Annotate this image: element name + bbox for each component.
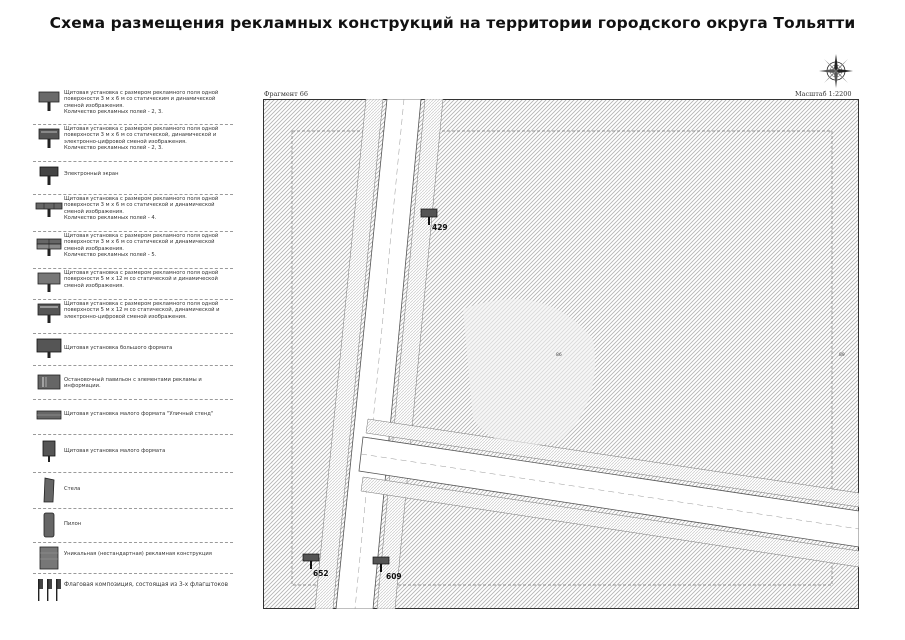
billboard-5-fields-icon — [35, 233, 63, 263]
fragment-label: Фрагмент 66 — [264, 90, 309, 98]
legend-item — [33, 268, 233, 300]
scale-label: Масштаб 1:2200 — [795, 90, 852, 98]
legend-text: Флаговая композиция, состоящая из 3-х флагштоков — [64, 582, 229, 588]
billboard-3x6-digital-icon — [35, 126, 63, 156]
billboard-4-fields-icon — [35, 196, 63, 226]
legend-text: Щитовая установка малого формата — [64, 448, 166, 454]
legend-item — [33, 508, 233, 543]
pylon-icon — [35, 510, 63, 540]
legend-text: Остановочный павильон с элементами рекламы и информации. — [64, 377, 202, 390]
edge-number-label: 89 — [839, 353, 845, 358]
legend-item — [33, 365, 233, 400]
stele-icon — [35, 474, 63, 504]
legend-item — [33, 434, 233, 473]
billboard-5x12-digital-icon — [35, 301, 63, 331]
page-title: Схема размещения рекламных конструкций на территории городского округа Тольятти — [49, 14, 856, 32]
legend-item — [33, 299, 233, 334]
small-format-billboard-icon — [35, 436, 63, 466]
legend-text: Щитовая установка с размером рекламного поля одной поверхности 5 м х 12 м со статической, динамической и электронно-цифровой сменой изображения. — [64, 301, 220, 320]
unique-construction-icon — [35, 544, 63, 574]
large-format-billboard-icon — [35, 335, 63, 365]
billboard-5x12-static-icon — [35, 270, 63, 300]
legend-item — [33, 194, 233, 232]
legend-item — [33, 124, 233, 162]
legend-text: Щитовая установка большого формата — [64, 345, 173, 351]
electronic-screen-icon — [35, 163, 63, 193]
bus-stop-pavilion-icon — [35, 367, 63, 397]
legend-item — [33, 161, 233, 195]
legend-text: Стела — [64, 486, 81, 492]
legend-item — [33, 333, 233, 366]
legend-text: Щитовая установка с размером рекламного поля одной поверхности 5 м х 12 м со статической и динамической сменой изображения. — [64, 270, 219, 289]
legend-text: Щитовая установка с размером рекламного поля одной поверхности 3 м х 6 м со статической и динамической сменой изображения. Количество рекламных полей - 4. — [64, 196, 219, 221]
legend-item — [33, 472, 233, 509]
legend-text: Щитовая установка с размером рекламного поля одной поверхности 3 м х 6 м со статической и динамической сменой изображения. Количество рекламных полей - 5. — [64, 233, 219, 258]
legend-text: Щитовая установка с размером рекламного поля одной поверхности 3 м х 6 м со статическим и динамической сменой изображения. Количество рекламных полей - 2, 3. — [64, 90, 219, 115]
legend-text: Уникальная (нестандартная) рекламная конструкция — [64, 551, 212, 557]
street-stand-icon — [35, 401, 63, 431]
legend-text: Пилон — [64, 521, 82, 527]
legend-text: Электронный экран — [64, 171, 119, 177]
legend-text: Щитовая установка с размером рекламного поля одной поверхности 3 м х 6 м со статической, динамической и электронно-цифровой сменой изображения. Количество рекламных полей - 2, 3. — [64, 126, 219, 151]
marker-label-609[interactable]: 609 — [386, 572, 402, 581]
area-number-label: 86 — [556, 353, 562, 358]
billboard-3x6-static-icon — [35, 90, 63, 120]
flag-composition-icon — [35, 575, 63, 605]
compass-rose-icon — [818, 53, 854, 89]
legend-item — [33, 88, 233, 125]
marker-label-652[interactable]: 652 — [313, 569, 329, 578]
marker-label-429[interactable]: 429 — [432, 223, 448, 232]
legend-item — [33, 573, 233, 607]
legend-item — [33, 231, 233, 269]
legend-item — [33, 542, 233, 574]
legend-text: Щитовая установка малого формата "Уличный стенд" — [64, 411, 214, 417]
legend-item — [33, 399, 233, 435]
